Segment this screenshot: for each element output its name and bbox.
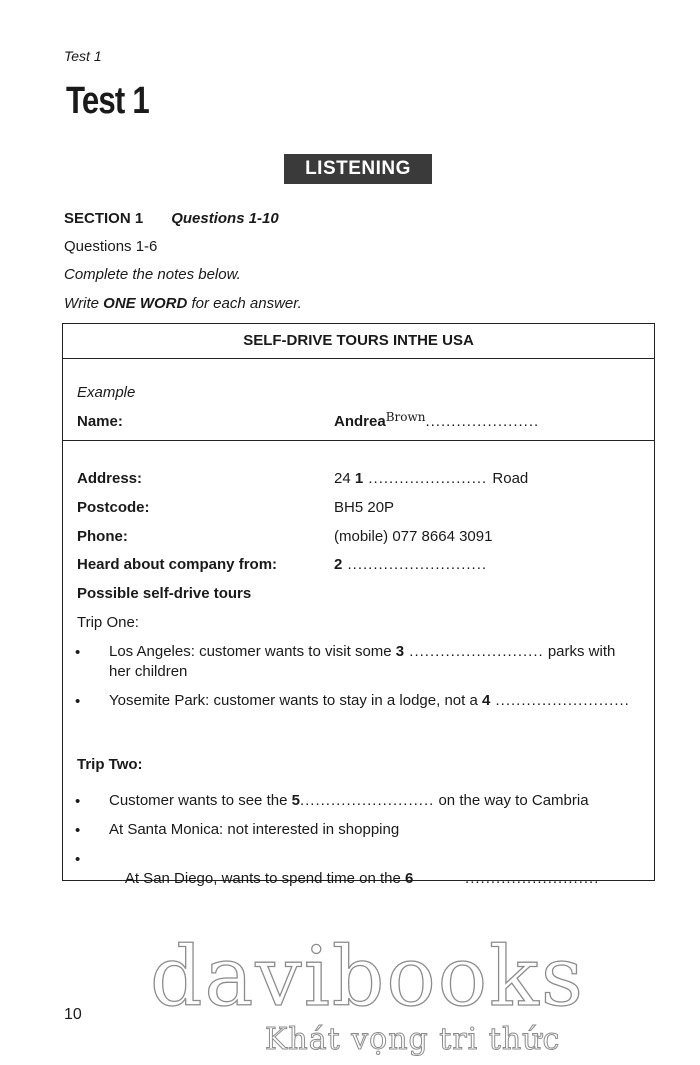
questions-range: Questions 1-6 [64, 238, 158, 255]
divider [63, 440, 654, 441]
heard-field [334, 556, 487, 573]
listening-banner: LISTENING [284, 154, 432, 184]
example-label: Example [77, 384, 136, 401]
list-item [109, 820, 639, 840]
write-pre: Write [64, 295, 104, 312]
item-text: Los Angeles: customer wants to visit some [109, 643, 396, 660]
item-text: At Santa Monica: not interested in shopping [109, 821, 400, 838]
address-label: Address: [77, 470, 143, 487]
name-answer: Brown [385, 410, 426, 424]
section-questions: Questions 1-10 [171, 210, 279, 227]
question-2-number: 2 [334, 556, 343, 573]
tours-heading: Possible self-drive tours [77, 585, 252, 602]
section-label: SECTION 1 [64, 210, 144, 227]
name-value: Andrea [334, 413, 386, 430]
question-3-number: 3 [395, 643, 405, 660]
page-title: Test 1 [66, 80, 149, 122]
item-text: Yosemite Park: customer wants to stay in a lodge, not a [109, 692, 482, 709]
list-item [109, 691, 639, 711]
question-6-number: 6 [405, 870, 414, 887]
bullet-icon: • [75, 793, 81, 810]
question-3-blank[interactable]: .......................... [404, 643, 544, 660]
question-1-number: 1 [354, 470, 364, 487]
item-text: At San Diego, wants to spend time on the [124, 870, 406, 887]
item-text-post: on the way to Cambria [434, 792, 589, 809]
item-text: Customer wants to see the [109, 792, 292, 809]
list-item [109, 849, 639, 909]
notes-box [62, 323, 655, 887]
list-item [109, 791, 639, 811]
heard-label: Heard about company from: [77, 556, 278, 573]
bullet-icon: • [75, 693, 81, 710]
write-post: for each answer. [187, 295, 302, 312]
question-5-blank[interactable]: .......................... [299, 792, 435, 809]
page-number: 10 [64, 1006, 82, 1023]
postcode-value: BH5 20P [334, 499, 395, 516]
watermark-tagline: Khát vọng tri thức [265, 1022, 561, 1057]
bullet-icon: • [75, 822, 81, 839]
item-text-post: parks with her children [109, 643, 616, 680]
instruction-write [64, 295, 302, 312]
question-4-blank[interactable]: .......................... [490, 692, 630, 709]
bullet-icon: • [75, 851, 81, 868]
running-header: Test 1 [64, 48, 102, 64]
name-label: Name: [77, 413, 123, 430]
question-1-blank[interactable]: ....................... [363, 470, 493, 487]
name-dots: ...................... [425, 413, 540, 430]
question-4-number: 4 [481, 692, 491, 709]
write-bold: ONE WORD [103, 295, 188, 312]
address-pre: 24 [334, 470, 355, 487]
question-2-blank[interactable]: ........................... [342, 556, 488, 573]
phone-value: (mobile) 077 8664 3091 [334, 528, 493, 545]
list-item [109, 642, 639, 682]
notes-title: SELF-DRIVE TOURS INTHE USA [63, 324, 654, 359]
postcode-label: Postcode: [77, 499, 150, 516]
address-post: Road [492, 470, 529, 487]
question-6-blank[interactable]: .......................... [413, 870, 600, 887]
watermark-brand: davibooks [150, 930, 585, 1025]
address-field [334, 470, 528, 487]
trip-two-label: Trip Two: [77, 756, 143, 773]
bullet-icon: • [75, 644, 81, 661]
instruction-complete: Complete the notes below. [64, 266, 241, 283]
section-heading [64, 210, 279, 227]
name-field [334, 410, 540, 430]
question-5-number: 5 [291, 792, 300, 809]
phone-label: Phone: [77, 528, 128, 545]
trip-one-label: Trip One: [77, 614, 139, 631]
